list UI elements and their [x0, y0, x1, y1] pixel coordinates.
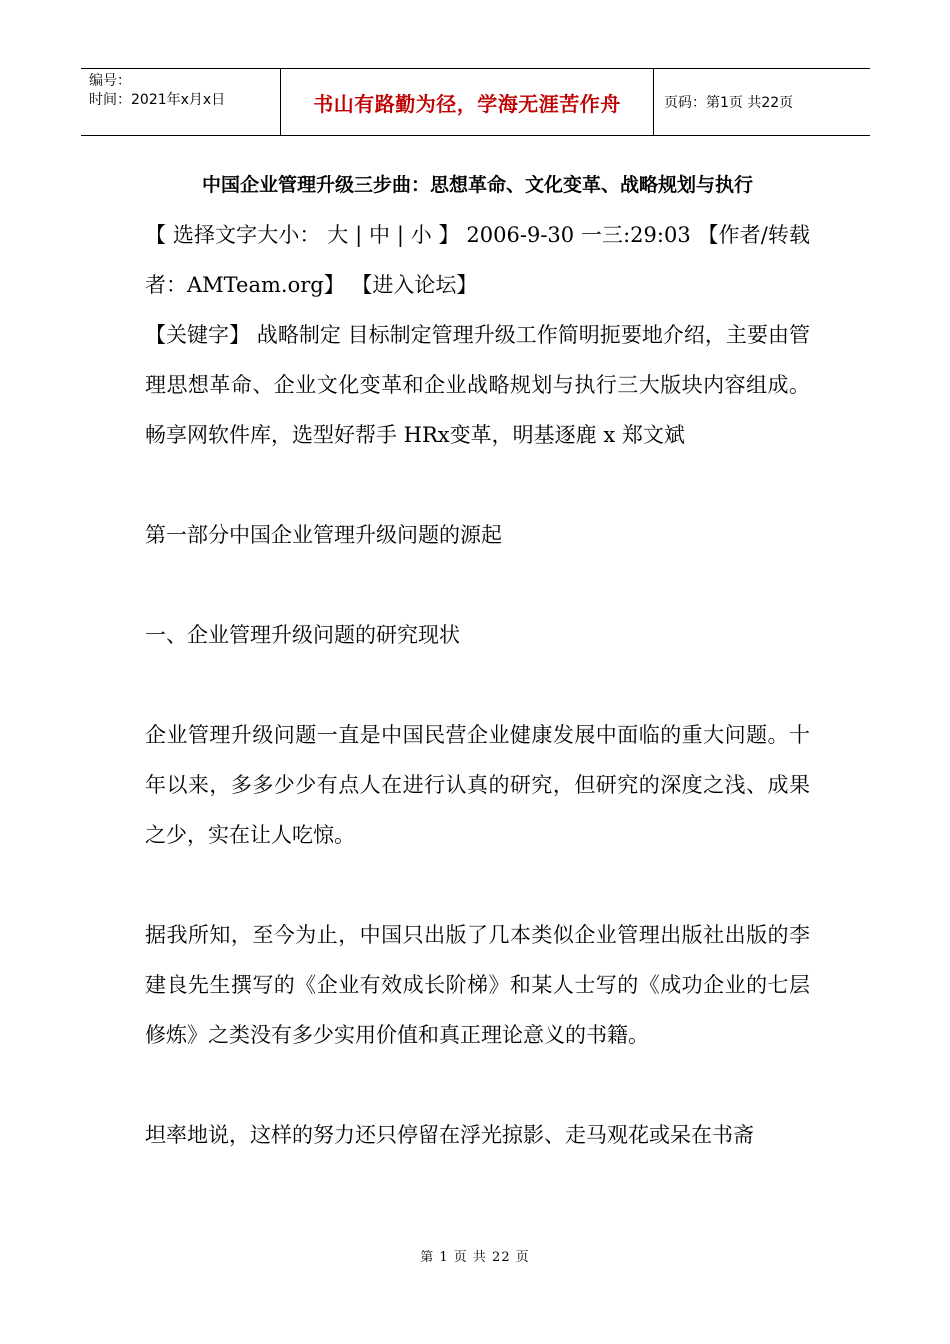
part-heading: 第一部分中国企业管理升级问题的源起 [145, 523, 502, 547]
page-footer: 第 1 页 共 22 页 [420, 1250, 530, 1265]
article-title: 中国企业管理升级三步曲：思想革命、文化变革、战略规划与执行 [201, 174, 753, 196]
article-body [145, 160, 810, 1160]
document-number-label: 编号： [89, 73, 131, 89]
paragraph-gap [145, 460, 810, 510]
paragraph-gap [145, 860, 810, 910]
paragraph-gap [145, 560, 810, 610]
paragraph-gap [145, 660, 810, 710]
header-page-info: 页码：第1页 共22页 [664, 95, 794, 111]
document-header [81, 68, 870, 136]
article-meta: 【 选择文字大小： 大 | 中 | 小 】 2006-9-30 一三:29:03 【作者/转载者：AMTeam.org】 【进入论坛】 [145, 223, 810, 297]
body-paragraph: 企业管理升级问题一直是中国民营企业健康发展中面临的重大问题。十年以来，多多少少有点人在进行认真的研究，但研究的深度之浅、成果之少，实在让人吃惊。 [145, 723, 810, 847]
header-info-cell [81, 69, 281, 135]
section-heading: 一、企业管理升级问题的研究现状 [145, 623, 460, 647]
paragraph-gap [145, 1060, 810, 1110]
article-keywords: 【关键字】 战略制定 目标制定管理升级工作简明扼要地介绍，主要由管理思想革命、企业文化变革和企业战略规划与执行三大版块内容组成。畅享网软件库，选型好帮手 HRx变革，明基逐鹿 x 郑文斌 [145, 323, 810, 447]
body-paragraph: 坦率地说，这样的努力还只停留在浮光掠影、走马观花或呆在书斋 [145, 1123, 754, 1147]
body-paragraph: 据我所知，至今为止，中国只出版了几本类似企业管理出版社出版的李建良先生撰写的《企业有效成长阶梯》和某人士写的《成功企业的七层修炼》之类没有多少实用价值和真正理论意义的书籍。 [145, 923, 810, 1047]
header-motto: 书山有路勤为径，学海无涯苦作舟 [281, 69, 654, 135]
document-date: 时间：2021年x月x日 [89, 92, 226, 108]
